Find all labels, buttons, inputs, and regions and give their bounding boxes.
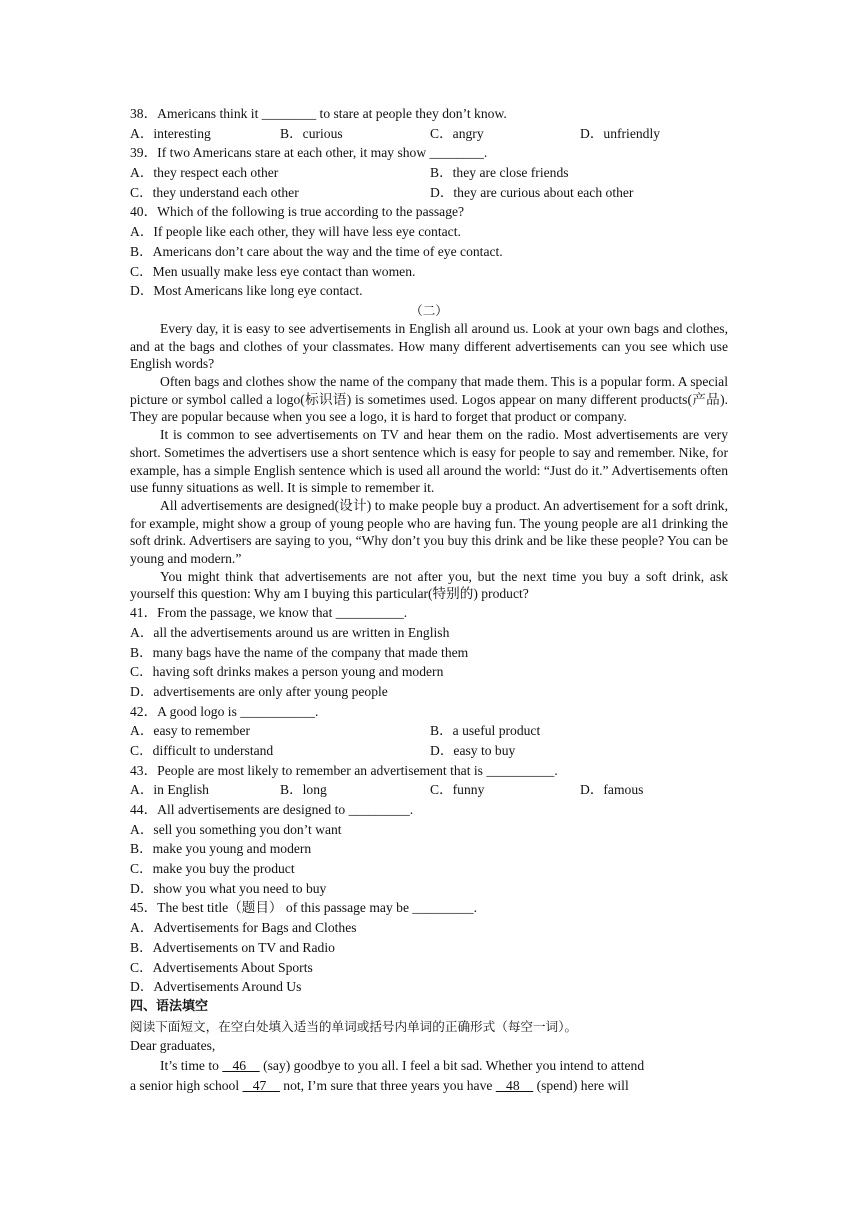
option-40-b: B．Americans don’t care about the way and the time of eye contact. [130, 243, 503, 259]
option-39-b: B．they are close friends [430, 165, 569, 181]
option-38-c: C．angry [430, 125, 484, 141]
option-43-a: A．in English [130, 782, 209, 798]
cloze-text: (spend) here will [533, 1077, 629, 1093]
option-44-c: C．make you buy the product [130, 861, 295, 877]
cloze-text: (say) goodbye to you all. I feel a bit sad. Whether you intend to attend [259, 1057, 645, 1073]
question-45-text: 45．The best title（题目） of this passage may be [130, 900, 409, 916]
option-45-b: B．Advertisements on TV and Radio [130, 939, 335, 955]
option-43-b: B．long [280, 782, 327, 798]
question-44-text: 44．All advertisements are designed to [130, 802, 346, 817]
question-42-options-row1 [130, 721, 728, 741]
option-42-d: D．easy to buy [430, 742, 516, 758]
option-44-b: B．make you young and modern [130, 841, 312, 857]
cloze-line-2 [130, 1076, 728, 1096]
option-42-a: A．easy to remember [130, 723, 251, 739]
question-45-blank: _________. [412, 900, 477, 916]
option-41-c: C．having soft drinks makes a person young and modern [130, 664, 444, 680]
question-40-stem: 40．Which of the following is true according to the passage? [130, 204, 465, 220]
passage-paragraph-4: All advertisements are designed(设计) to make people buy a product. An advertisement for a soft drink, for example, might show a group of young people who are having fun. The young people are al1 drinking the soft drink. Advertisers are saying to you, “Why don’t you buy this drink and be like these people? You can be young and modern.” [130, 497, 728, 567]
option-39-a: A．they respect each other [130, 165, 279, 181]
option-38-b: B．curious [280, 125, 343, 141]
question-45-stem [130, 898, 728, 918]
exam-page [130, 104, 728, 1095]
passage-paragraph-2: Often bags and clothes show the name of the company that made them. This is a popular form. A special picture or symbol called a logo(标识语) is sometimes used. Logos appear on many different products(产品). They are popular because when you see a logo, it is hard to forget that product or company. [130, 373, 728, 425]
option-39-c: C．they understand each other [130, 184, 299, 200]
section-2-label: （二） [410, 302, 448, 318]
option-43-d: D．famous [580, 782, 644, 798]
question-38-stem: 38．Americans think it ________ to stare at people they don’t know. [130, 106, 507, 121]
option-41-a: A．all the advertisements around us are written in English [130, 624, 450, 640]
option-45-a: A．Advertisements for Bags and Clothes [130, 920, 357, 936]
question-43-stem [130, 761, 728, 781]
option-40-c: C．Men usually make less eye contact than women. [130, 263, 416, 279]
section-4-instruction: 阅读下面短文，在空白处填入适当的单词或括号内单词的正确形式（每空一词）。 [130, 1018, 578, 1034]
cloze-text: a senior high school [130, 1077, 243, 1093]
option-41-b: B．many bags have the name of the company that made them [130, 644, 469, 660]
cloze-gap-46: 46 [222, 1057, 260, 1073]
option-38-a: A．interesting [130, 125, 211, 141]
question-42-blank: ___________. [240, 703, 319, 719]
cloze-text: not, I’m sure that three years you have [279, 1077, 496, 1093]
option-42-c: C．difficult to understand [130, 742, 274, 758]
question-42-text: 42．A good logo is [130, 703, 237, 719]
option-45-c: C．Advertisements About Sports [130, 959, 313, 975]
question-44-stem [130, 800, 728, 820]
section-4-heading: 四、语法填空 [130, 998, 209, 1014]
question-42-stem [130, 702, 728, 722]
cloze-text: It’s time to [160, 1057, 223, 1073]
question-41-blank: __________. [335, 605, 408, 621]
option-39-d: D．they are curious about each other [430, 184, 634, 200]
option-44-d: D．show you what you need to buy [130, 880, 327, 896]
passage-paragraph-5: You might think that advertisements are not after you, but the next time you buy a soft drink, ask yourself this question: Why am I buying this particular(特别的) product? [130, 568, 728, 602]
cloze-line-1 [130, 1056, 728, 1076]
option-45-d: D．Advertisements Around Us [130, 979, 302, 995]
question-43-blank: __________. [486, 762, 558, 778]
question-44-blank: _________. [348, 802, 414, 817]
option-42-b: B．a useful product [430, 723, 541, 739]
question-43-text: 43．People are most likely to remember an advertisement that is [130, 762, 483, 778]
question-41-stem [130, 603, 728, 623]
question-39-options-row2 [130, 183, 728, 203]
option-43-c: C．funny [430, 782, 485, 798]
option-40-d: D．Most Americans like long eye contact. [130, 283, 363, 299]
question-39-options-row1 [130, 163, 728, 183]
question-38-options [130, 124, 728, 144]
cloze-gap-47: 47 [242, 1077, 280, 1093]
letter-greeting: Dear graduates, [130, 1038, 216, 1054]
option-41-d: D．advertisements are only after young people [130, 683, 388, 699]
question-43-options [130, 780, 728, 800]
option-40-a: A．If people like each other, they will have less eye contact. [130, 224, 461, 240]
option-44-a: A．sell you something you don’t want [130, 821, 342, 837]
passage-paragraph-3: It is common to see advertisements on TV and hear them on the radio. Most advertisements are very short. Sometimes the advertisers use a short sentence which is easy for people to say and remember. Nike, for example, has a simple English sentence which is used all around the world: “Just do it.” Advertisements often use funny situations as well. It is simple to remember it. [130, 427, 728, 496]
question-42-options-row2 [130, 741, 728, 761]
option-38-d: D．unfriendly [580, 125, 661, 141]
question-39-stem: 39．If two Americans stare at each other, it may show ________. [130, 145, 488, 161]
cloze-gap-48: 48 [495, 1077, 534, 1093]
question-41-text: 41．From the passage, we know that [130, 605, 333, 621]
passage-paragraph-1: Every day, it is easy to see advertisements in English all around us. Look at your own bags and clothes, and at the bags and clothes of your classmates. How many different advertisements can you see which use English words? [130, 320, 728, 372]
